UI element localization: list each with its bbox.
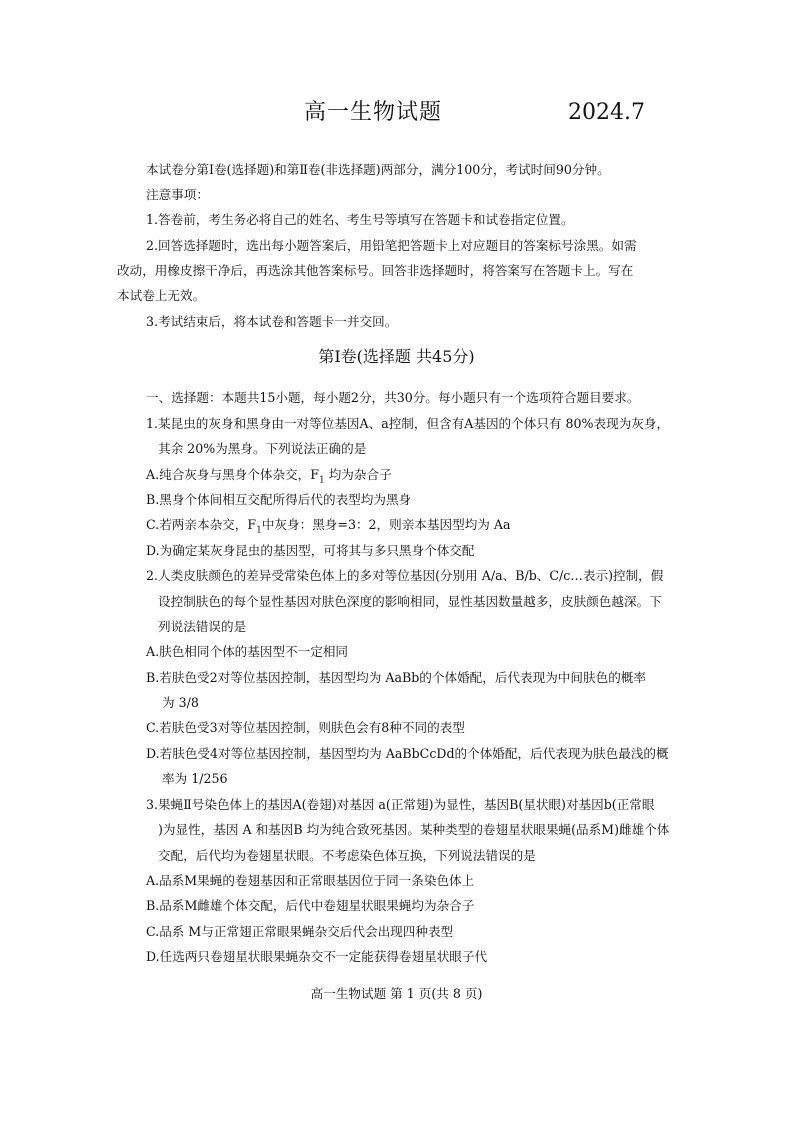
- q2-option-a: A.肤色相同个体的基因型不一定相同: [146, 644, 349, 659]
- q2-stem-line-2: 设控制肤色的每个显性基因对肤色深度的影响相同，显性基因数量越多，皮肤颜色越深。下: [158, 594, 662, 609]
- q3-option-c: C.品系 M与正常翅正常眼果蝇杂交后代会出现四种表型: [146, 924, 454, 939]
- notice-item-1: 1.答卷前，考生务必将自己的姓名、考生号等填写在答题卡和试卷指定位置。: [146, 212, 574, 227]
- q1-option-d: D.为确定某灰身昆虫的基因型，可将其与多只黑身个体交配: [146, 543, 475, 558]
- page-title: [0, 96, 793, 130]
- q1-option-c: [146, 515, 793, 535]
- q1-option-c-subscript: 1: [256, 525, 262, 536]
- q2-option-d-line-1: D.若肤色受4对等位基因控制，基因型均为 AaBbCcDd的个体婚配，后代表现为肤色最浅的概: [146, 746, 669, 761]
- q2-option-b-line-2: 为 3/8: [162, 695, 199, 710]
- part-one-heading: 一、选择题：本题共15小题，每小题2分，共30分。每小题只有一个选项符合题目要求。: [146, 390, 640, 405]
- q2-stem-line-1: 2.人类皮肤颜色的差异受常染色体上的多对等位基因(分别用 A/a、B/b、C/c…表示)控制，假: [146, 568, 664, 583]
- notice-item-2-line-1: 2.回答选择题时，选出每小题答案后，用铅笔把答题卡上对应题目的答案标号涂黑。如需: [146, 238, 637, 253]
- exam-title: 高一生物试题: [304, 100, 443, 125]
- q1-option-a-text: A.纯合灰身与黑身个体杂交，F: [146, 467, 319, 482]
- q3-option-b: B.品系M雌雄个体交配，后代中卷翅星状眼果蝇均为杂合子: [146, 898, 475, 913]
- q1-option-a: [146, 465, 793, 485]
- q1-stem-line-2: 其余 20%为黑身。下列说法正确的是: [158, 441, 367, 456]
- notice-item-2-line-3: 本试卷上无效。: [117, 288, 206, 303]
- q1-option-c-text-end: 中灰身：黑身=3：2，则亲本基因型均为 Aa: [261, 517, 511, 532]
- q3-stem-line-1: 3.果蝇Ⅱ号染色体上的基因A(卷翅)对基因 a(正常翅)为显性，基因B(星状眼)对基因b(正常眼: [146, 797, 655, 812]
- q1-option-b: B.黑身个体间相互交配所得后代的表型均为黑身: [146, 492, 412, 507]
- q2-option-b-line-1: B.若肤色受2对等位基因控制，基因型均为 AaBb的个体婚配，后代表现为中间肤色的概率: [146, 670, 646, 685]
- exam-summary: 本试卷分第Ⅰ卷(选择题)和第Ⅱ卷(非选择题)两部分，满分100分，考试时间90分钟。: [146, 162, 610, 177]
- page-footer: 高一生物试题 第 1 页(共 8 页): [310, 986, 483, 1001]
- section-title: 第Ⅰ卷(选择题 共45分): [318, 347, 475, 366]
- q1-stem-line-1: 1.某昆虫的灰身和黑身由一对等位基因A、a控制，但含有A基因的个体只有 80%表现为灰身，: [146, 416, 670, 431]
- q2-option-d-line-2: 率为 1/256: [162, 771, 228, 786]
- exam-date: 2024.7: [568, 100, 645, 125]
- notice-item-3: 3.考试结束后，将本试卷和答题卡一并交回。: [146, 314, 398, 329]
- q3-option-d: D.任选两只卷翅星状眼果蝇杂交不一定能获得卷翅星状眼子代: [146, 949, 488, 964]
- q3-option-a: A.品系M果蝇的卷翅基因和正常眼基因位于同一条染色体上: [146, 873, 475, 888]
- q1-option-c-text: C.若两亲本杂交，F: [146, 517, 257, 532]
- q2-stem-line-3: 列说法错误的是: [158, 619, 247, 634]
- notice-item-2-line-2: 改动，用橡皮擦干净后，再选涂其他答案标号。回答非选择题时，将答案写在答题卡上。写在: [117, 263, 634, 278]
- q2-option-c: C.若肤色受3对等位基因控制，则肤色会有8种不同的表型: [146, 720, 465, 735]
- q3-stem-line-3: 交配，后代均为卷翅星状眼。不考虑染色体互换，下列说法错误的是: [158, 848, 536, 863]
- q1-option-a-subscript: 1: [318, 475, 325, 486]
- q3-stem-line-2: )为显性，基因 A 和基因B 均为纯合致死基因。某种类型的卷翅星状眼果蝇(品系M)雌雄个体: [158, 822, 670, 837]
- notice-title: 注意事项：: [146, 187, 209, 202]
- q1-option-a-text-end: 均为杂合子: [324, 467, 392, 482]
